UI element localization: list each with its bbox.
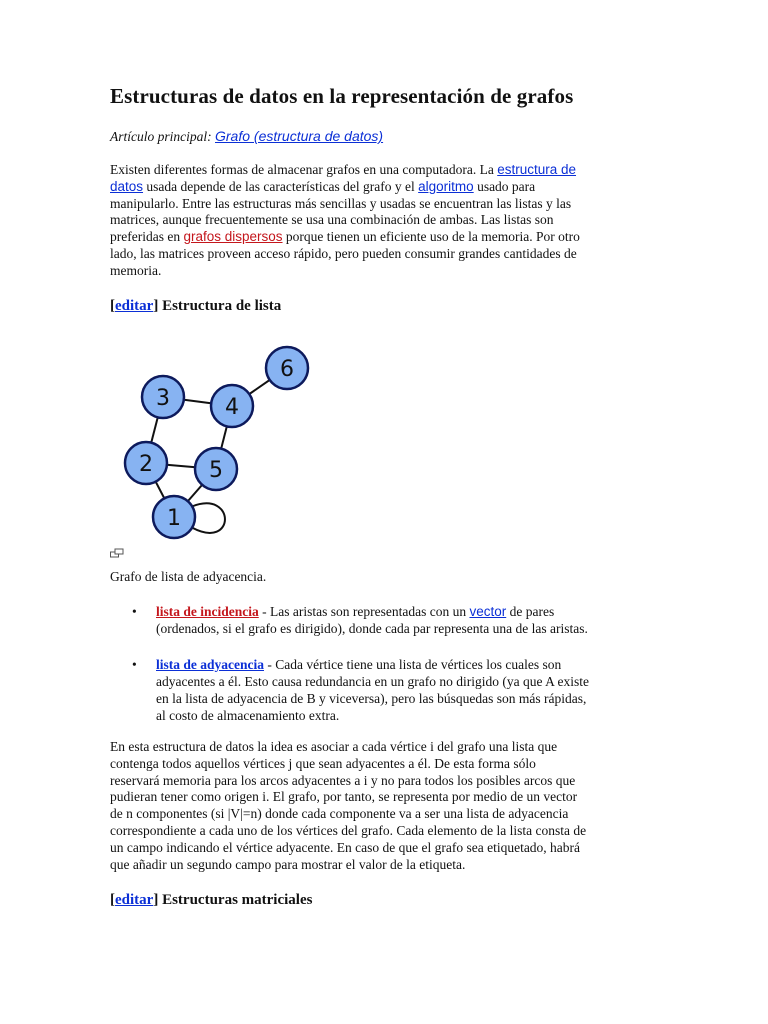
list-item xyxy=(110,656,660,724)
intro-paragraph xyxy=(110,162,650,280)
list-text: adyacentes a él. Esto causa redundancia en un grafo no dirigido (ya que A existe xyxy=(156,674,589,689)
section-title: Estructuras matriciales xyxy=(162,892,313,908)
link-vector[interactable]: vector xyxy=(469,604,507,619)
list-text: de pares xyxy=(506,604,555,619)
section-title: Estructura de lista xyxy=(162,298,282,314)
main-article-label: Artículo principal: xyxy=(110,129,212,144)
page-title: Estructuras de datos en la representación de grafos xyxy=(110,84,574,108)
link-grafos-dispersos[interactable]: grafos dispersos xyxy=(183,229,283,245)
bullet: • xyxy=(132,657,137,672)
main-article-note xyxy=(110,128,383,145)
graph-node-label-5: 5 xyxy=(209,458,223,483)
graph-node-label-6: 6 xyxy=(280,357,294,382)
adjacency-list-paragraph xyxy=(110,739,650,873)
graph-node-label-4: 4 xyxy=(225,395,239,420)
paragraph-line: pudieran tener como origen i. El grafo, por tanto, se representa por medio de un vector xyxy=(110,789,578,805)
graph-node-label-2: 2 xyxy=(139,452,153,477)
section-heading-matriciales: [editar] Estructuras matriciales xyxy=(110,892,313,908)
edit-link[interactable]: editar xyxy=(115,892,154,908)
bullet: • xyxy=(132,604,137,619)
link-lista-de-incidencia[interactable]: lista de incidencia xyxy=(156,604,259,619)
graph-self-loop-1 xyxy=(192,503,225,533)
paragraph-line: de n componentes (si |V|=n) donde cada componente va a ser una lista de adyacencia xyxy=(110,806,569,822)
list-item xyxy=(110,603,660,637)
list-text: (ordenados, si el grafo es dirigido), donde cada par representa una de las aristas. xyxy=(156,621,588,636)
list-text: - Las aristas son representadas con un xyxy=(258,604,470,619)
structure-list xyxy=(110,603,660,724)
intro-text: manipularlo. Entre las estructuras más sencillas y usadas se encuentran las listas y las xyxy=(110,195,572,211)
paragraph-line: correspondiente a cada uno de los vértices del grafo. Cada elemento de la lista consta de xyxy=(110,822,587,838)
graph-node-label-1: 1 xyxy=(167,506,181,531)
link-estructura-de-datos-2[interactable]: datos xyxy=(110,178,144,194)
adjacency-graph-diagram xyxy=(110,330,330,550)
intro-text: matrices, aunque frecuentemente se usa una combinación de ambas. Las listas son xyxy=(110,212,554,228)
intro-text: usado para xyxy=(473,178,536,194)
main-article-link[interactable]: Grafo (estructura de datos) xyxy=(215,128,384,144)
figure-caption: Grafo de lista de adyacencia. xyxy=(110,569,267,584)
intro-text: porque tienen un eficiente uso de la memoria. Por otro xyxy=(282,229,580,245)
paragraph-line: En esta estructura de datos la idea es asociar a cada vértice i del grafo una lista que xyxy=(110,739,558,754)
list-text: - Cada vértice tiene una lista de vértices los cuales son xyxy=(264,657,562,672)
intro-text: Existen diferentes formas de almacenar grafos en una computadora. La xyxy=(110,162,498,177)
link-lista-de-adyacencia[interactable]: lista de adyacencia xyxy=(156,657,264,672)
graph-node-label-3: 3 xyxy=(156,386,170,411)
intro-text: preferidas en xyxy=(110,229,184,245)
link-algoritmo[interactable]: algoritmo xyxy=(418,178,474,194)
enlarge-icon[interactable] xyxy=(110,548,124,558)
link-estructura-de-datos-1[interactable]: estructura de xyxy=(497,162,577,177)
paragraph-line: que añadir un segundo campo para mostrar el valor de la etiqueta. xyxy=(110,856,466,872)
list-text: al costo de almacenamiento extra. xyxy=(156,708,340,723)
paragraph-line: un campo indicando el vértice adyacente. En caso de que el grafo sea etiquetado, habrá xyxy=(110,839,581,855)
section-heading-lista: [editar] Estructura de lista xyxy=(110,298,282,314)
intro-text: lado, las matrices proveen acceso rápido, pero pueden consumir grandes cantidades de xyxy=(110,245,577,261)
edit-link[interactable]: editar xyxy=(115,298,154,314)
paragraph-line: reservará memoria para los arcos adyacentes a i y no para todos los posibles arcos que xyxy=(110,772,576,788)
paragraph-line: contenga todos aquellos vértices j que sean adyacentes a él. De esta forma sólo xyxy=(110,755,536,771)
list-text: en la lista de adyacencia de B y viceversa), pero las búsquedas son más rápidas, xyxy=(156,691,587,706)
intro-text: memoria. xyxy=(110,262,162,278)
intro-text: usada depende de las características del grafo y el xyxy=(143,178,419,194)
